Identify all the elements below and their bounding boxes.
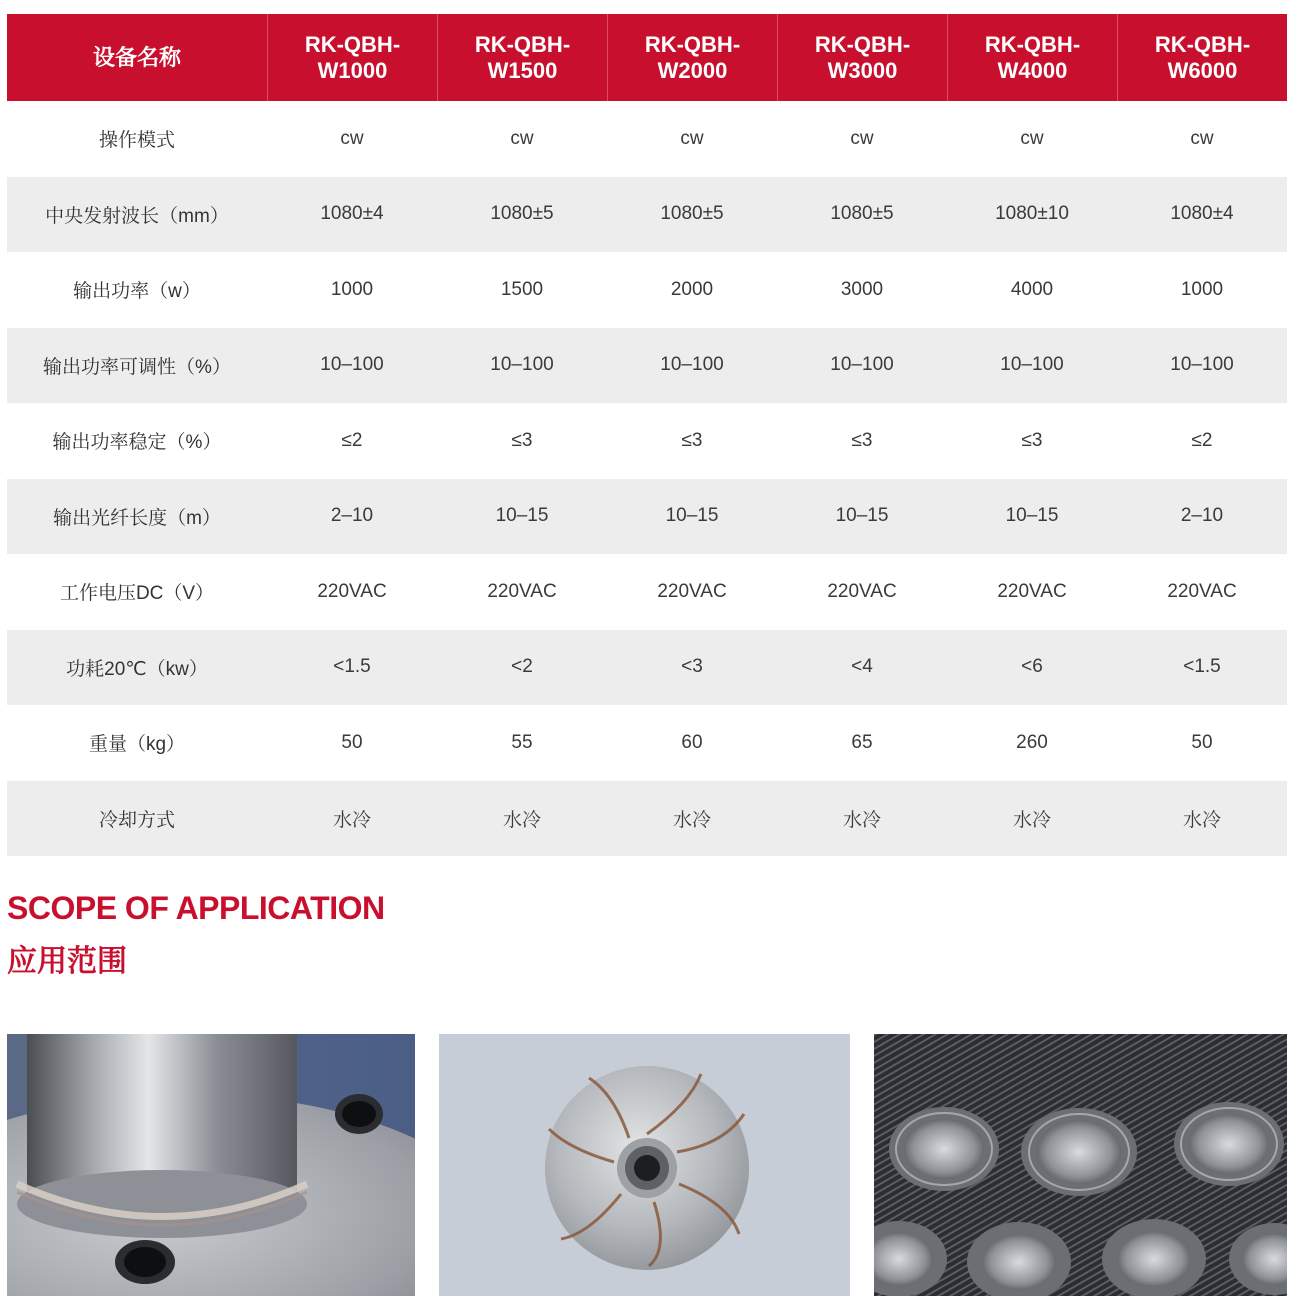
table-row <box>7 705 1287 781</box>
table-cell: 10–100 <box>490 354 554 376</box>
table-cell: cw <box>680 127 704 149</box>
table-cell: ≤3 <box>851 429 873 451</box>
table-cell: ≤2 <box>1191 429 1213 451</box>
table-row <box>7 403 1287 479</box>
table-cell: 2–10 <box>330 505 374 527</box>
impeller-weld-photo <box>439 1034 850 1296</box>
table-cell: 3000 <box>840 278 884 300</box>
row-label: 操作模式 <box>98 130 175 152</box>
table-cell: 220VAC <box>1167 580 1237 602</box>
table-cell: 1080±5 <box>490 203 554 225</box>
table-cell: 10–100 <box>830 354 894 376</box>
table-cell: 1080±5 <box>660 203 724 225</box>
table-cell: 10–15 <box>665 505 719 527</box>
table-cell: 水冷 <box>842 809 881 831</box>
table-row <box>7 328 1287 404</box>
table-cell: 10–100 <box>1170 354 1234 376</box>
table-cell: 220VAC <box>827 580 897 602</box>
table-row <box>7 630 1287 706</box>
table-row <box>7 252 1287 328</box>
table-cell: 220VAC <box>317 580 387 602</box>
table-cell: cw <box>850 127 874 149</box>
row-label: 重量（kg） <box>88 734 186 756</box>
table-cell: 10–100 <box>1000 354 1064 376</box>
table-cell: 220VAC <box>487 580 557 602</box>
table-cell: 1500 <box>500 278 544 300</box>
table-cell: 1080±4 <box>1170 203 1234 225</box>
row-label: 中央发射波长（mm） <box>45 205 229 227</box>
row-label: 工作电压DC（V） <box>59 583 215 605</box>
header-model: RK-QBH- W4000 <box>947 14 1117 101</box>
table-cell: 10–15 <box>835 505 889 527</box>
row-label: 输出光纤长度（m） <box>53 507 221 529</box>
table-cell: cw <box>1020 127 1044 149</box>
table-header-row <box>7 14 1287 101</box>
table-cell: 50 <box>1191 731 1213 753</box>
table-row <box>7 101 1287 177</box>
table-cell: 1000 <box>330 278 374 300</box>
table-cell: 65 <box>851 731 873 753</box>
table-cell: 10–15 <box>495 505 549 527</box>
table-cell: 1080±5 <box>830 203 894 225</box>
table-cell: 60 <box>681 731 703 753</box>
table-row <box>7 479 1287 555</box>
table-cell: ≤3 <box>511 429 533 451</box>
table-cell: 水冷 <box>1012 809 1051 831</box>
table-row <box>7 781 1287 857</box>
table-cell: <3 <box>681 656 703 678</box>
header-model: RK-QBH- W1000 <box>267 14 437 101</box>
table-cell: ≤3 <box>681 429 703 451</box>
row-label: 输出功率（w） <box>73 281 201 303</box>
spec-table <box>7 14 1287 856</box>
table-cell: 220VAC <box>997 580 1067 602</box>
header-label: 设备名称 <box>92 44 181 70</box>
section-title-zh: 应用范围 <box>7 945 127 978</box>
flange-weld-photo <box>7 1034 415 1296</box>
table-cell: 10–15 <box>1005 505 1059 527</box>
header-model: RK-QBH- W2000 <box>607 14 777 101</box>
row-label: 功耗20℃（kw） <box>66 658 208 680</box>
table-cell: 1080±4 <box>320 203 384 225</box>
table-cell: <2 <box>511 656 533 678</box>
table-cell: <1.5 <box>333 656 371 678</box>
table-cell: 1080±10 <box>995 203 1069 225</box>
section-title-en: SCOPE OF APPLICATION <box>7 890 385 926</box>
table-cell: 水冷 <box>672 809 711 831</box>
table-cell: 4000 <box>1010 278 1054 300</box>
table-cell: ≤2 <box>341 429 363 451</box>
table-cell: cw <box>510 127 534 149</box>
header-model: RK-QBH- W6000 <box>1117 14 1287 101</box>
table-cell: 10–100 <box>320 354 384 376</box>
table-cell: 水冷 <box>1182 809 1221 831</box>
table-cell: cw <box>340 127 364 149</box>
row-label: 冷却方式 <box>98 809 175 831</box>
table-cell: <1.5 <box>1183 656 1221 678</box>
table-cell: 水冷 <box>502 809 541 831</box>
row-label: 输出功率稳定（%） <box>52 432 222 454</box>
table-cell: 2–10 <box>1180 505 1224 527</box>
table-cell: 1000 <box>1180 278 1224 300</box>
row-label: 输出功率可调性（%） <box>43 356 231 378</box>
table-cell: 50 <box>341 731 363 753</box>
table-cell: ≤3 <box>1021 429 1043 451</box>
table-row <box>7 177 1287 253</box>
table-cell: 水冷 <box>332 809 371 831</box>
table-body <box>7 101 1287 856</box>
table-cell: 2000 <box>670 278 714 300</box>
table-cell: <6 <box>1021 656 1043 678</box>
table-cell: <4 <box>851 656 873 678</box>
table-cell: 220VAC <box>657 580 727 602</box>
table-cell: 10–100 <box>660 354 724 376</box>
header-model: RK-QBH- W3000 <box>777 14 947 101</box>
table-cell: 55 <box>511 731 533 753</box>
finned-tubes-photo <box>874 1034 1287 1296</box>
table-cell: cw <box>1190 127 1214 149</box>
table-cell: 260 <box>1016 731 1048 753</box>
header-model: RK-QBH- W1500 <box>437 14 607 101</box>
table-row <box>7 554 1287 630</box>
